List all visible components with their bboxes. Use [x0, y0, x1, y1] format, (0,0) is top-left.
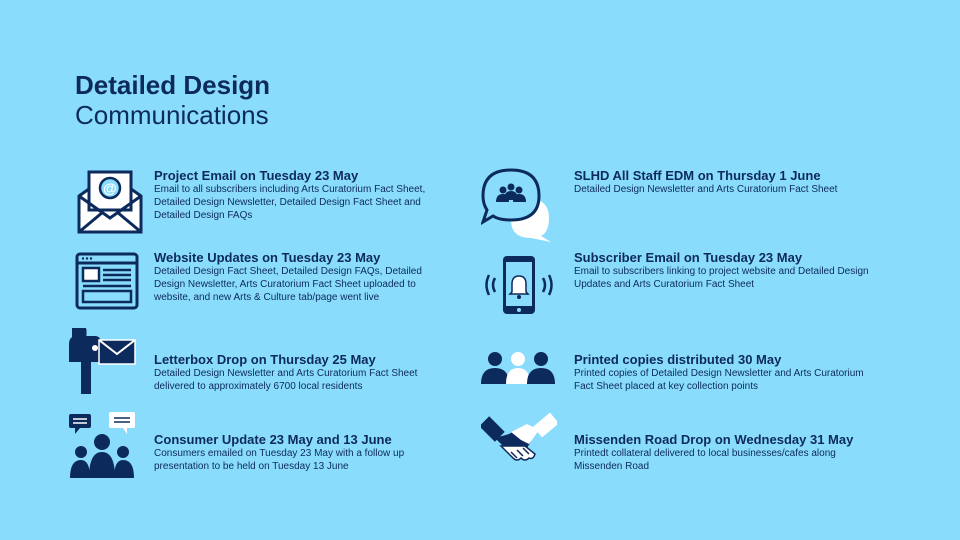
item-printed-copies: [495, 340, 875, 420]
people-group-icon: [481, 350, 551, 420]
email-envelope-icon: [75, 168, 145, 238]
item-consumer-update: [75, 420, 455, 500]
item-body: Detailed Design Newsletter and Arts Curatorium Fact Sheet: [574, 184, 838, 195]
group-speech-bubble-icon: [481, 168, 551, 238]
item-heading: Missenden Road Drop on Wednesday 31 May: [574, 432, 854, 447]
item-website-updates: [75, 250, 455, 330]
item-letterbox-drop: [75, 340, 455, 420]
item-body: Consumers emailed on Tuesday 23 May with a follow up presentation to be held on Tuesday 13 June: [154, 448, 405, 472]
item-body: Email to subscribers linking to project website and Detailed Design Updates and Arts Curatorium Fact Sheet: [574, 266, 869, 290]
consumer-group-chat-icon: [67, 412, 137, 482]
item-body: Detailed Design Fact Sheet, Detailed Design FAQs, Detailed Design Newsletter, Arts Curatorium Fact Sheet uploaded to website, and new Arts & Culture tab/page went live: [154, 266, 422, 303]
item-heading: Printed copies distributed 30 May: [574, 352, 782, 367]
item-heading: Project Email on Tuesday 23 May: [154, 168, 359, 183]
item-heading: Website Updates on Tuesday 23 May: [154, 250, 381, 265]
title-block: [75, 70, 270, 130]
item-slhd-staff-edm: [495, 168, 875, 248]
website-browser-icon: [75, 250, 145, 320]
letterbox-icon: [67, 326, 137, 396]
item-heading: SLHD All Staff EDM on Thursday 1 June: [574, 168, 821, 183]
item-body: Email to all subscribers including Arts Curatorium Fact Sheet, Detailed Design Newsletter, Detailed Design Fact Sheet and Detailed Design FAQs: [154, 184, 426, 221]
page-subtitle: Communications: [75, 100, 269, 130]
handshake-icon: [481, 412, 551, 482]
item-body: Printed copies of Detailed Design Newsletter and Arts Curatorium Fact Sheet placed at key collection points: [574, 368, 864, 392]
page-title: Detailed Design: [75, 70, 271, 100]
item-body: Printedt collateral delivered to local businesses/cafes along Missenden Road: [574, 448, 836, 472]
item-heading: Letterbox Drop on Thursday 25 May: [154, 352, 376, 367]
item-body: Detailed Design Newsletter and Arts Curatorium Fact Sheet delivered to approximately 6700 local residents: [154, 368, 418, 392]
svg-text:@: @: [103, 180, 117, 196]
item-heading: Subscriber Email on Tuesday 23 May: [574, 250, 803, 265]
item-project-email: [75, 168, 455, 248]
item-subscriber-email: [495, 250, 875, 330]
item-missenden-road-drop: [495, 420, 875, 500]
item-heading: Consumer Update 23 May and 13 June: [154, 432, 392, 447]
phone-notification-icon: [485, 254, 555, 324]
